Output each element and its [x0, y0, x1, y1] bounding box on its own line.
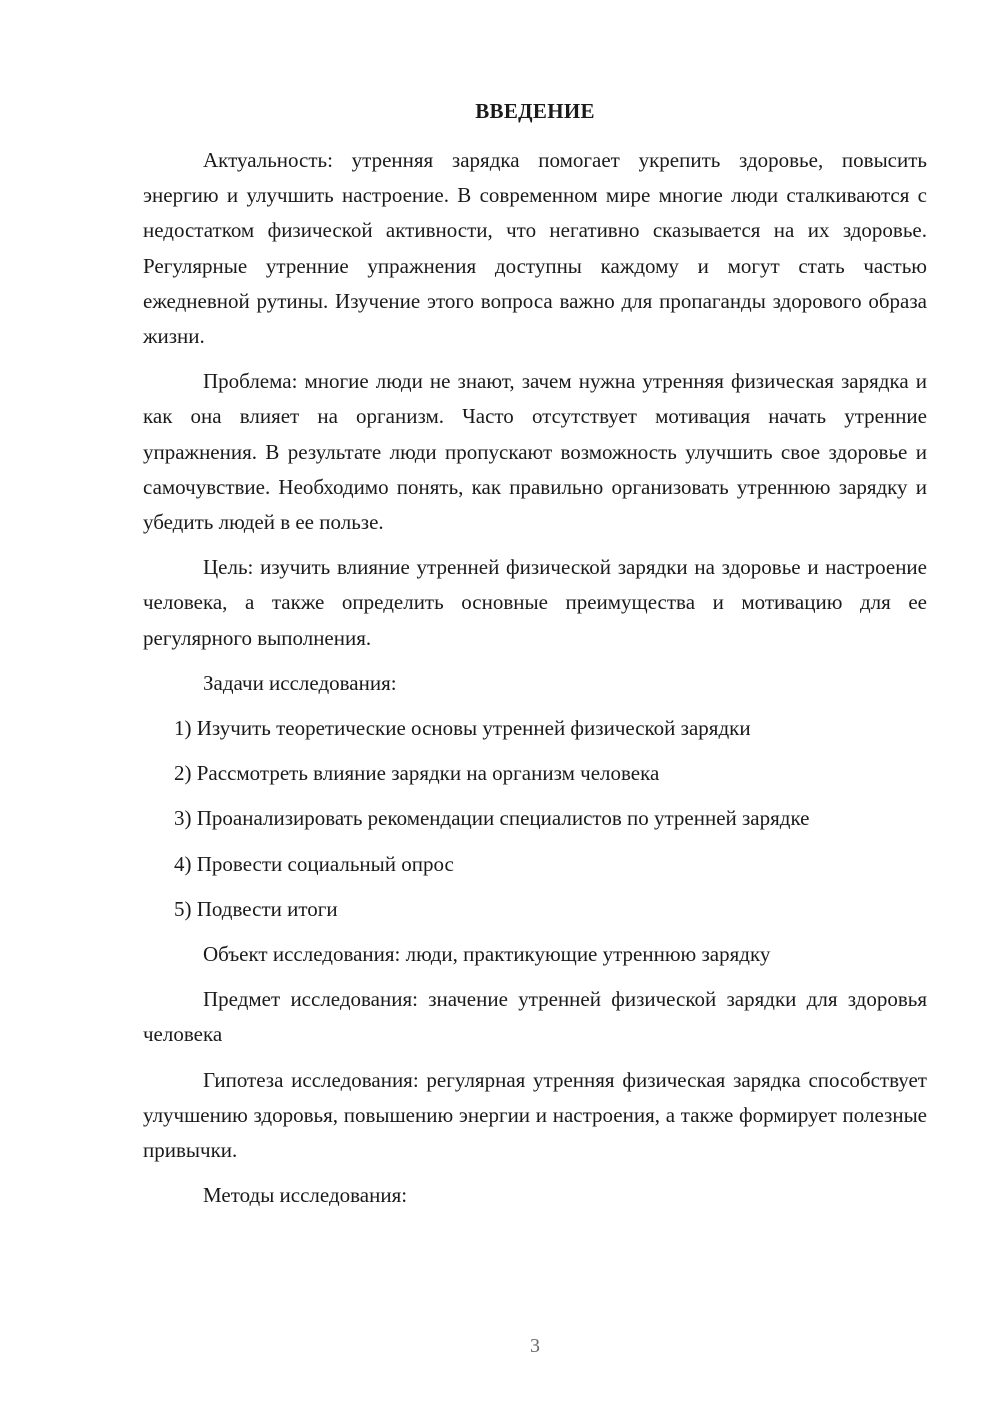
page-number: 3: [530, 1335, 540, 1357]
document-body: [143, 143, 927, 1223]
paragraph-tasks-heading: Задачи исследования:: [203, 670, 397, 695]
paragraph-relevance: Актуальность: утренняя зарядка помогает укрепить здоровье, повысить энергию и улучшить настроение. В современном мире многие люди сталкиваются с недостатком физической активности, что негативно сказывается на их здоровье. Регулярные утренние упражнения доступны каждому и могут стать частью ежедневной рутины. Изучение этого вопроса важно для пропаганды здорового образа жизни.: [143, 148, 927, 349]
paragraph-hypothesis: Гипотеза исследования: регулярная утренняя физическая зарядка способствует улучшению здоровья, повышению энергии и настроения, а также формирует полезные привычки.: [143, 1067, 927, 1163]
paragraph-problem: Проблема: многие люди не знают, зачем нужна утренняя физическая зарядка и как она влияет на организм. Часто отсутствует мотивация начать утренние упражнения. В результате люди пропускают возможность улучшить свое здоровье и самочувствие. Необходимо понять, как правильно организовать утреннюю зарядку и убедить людей в ее пользе.: [143, 369, 927, 535]
task-item-2: 2) Рассмотреть влияние зарядки на организм человека: [174, 761, 660, 786]
task-item-3: 3) Проанализировать рекомендации специалистов по утренней зарядке: [174, 806, 810, 831]
task-item-5: 5) Подвести итоги: [174, 896, 338, 921]
task-item-1: 1) Изучить теоретические основы утренней физической зарядки: [174, 716, 751, 741]
paragraph-goal: Цель: изучить влияние утренней физической зарядки на здоровье и настроение человека, а также определить основные преимущества и мотивацию для ее регулярного выполнения.: [143, 555, 927, 650]
paragraph-subject: Предмет исследования: значение утренней физической зарядки для здоровья человека: [143, 987, 927, 1047]
task-item-4: 4) Провести социальный опрос: [174, 851, 454, 876]
paragraph-methods: Методы исследования:: [203, 1183, 408, 1208]
paragraph-object: Объект исследования: люди, практикующие утреннюю зарядку: [203, 942, 771, 967]
section-title: ВВЕДЕНИЕ: [475, 99, 595, 123]
